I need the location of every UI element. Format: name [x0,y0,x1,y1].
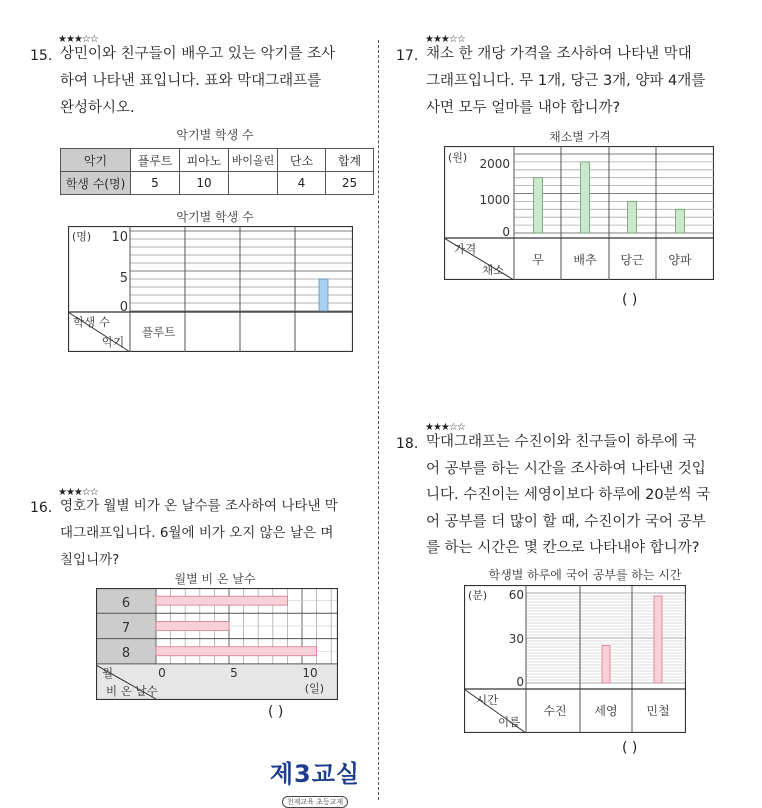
q15-line: 완성하시오. [60,100,135,116]
q17-line: 사면 모두 얼마를 내야 합니까? [426,100,621,116]
q16-number: 16. [30,500,53,516]
q15-number: 15. [30,48,53,64]
q16-line: 칠입니까? [60,552,120,568]
q18-line: 어 공부를 하는 시간을 조사하여 나타낸 것입 [426,460,706,477]
category-label: 민철 [646,704,670,718]
q15-question [60,41,370,122]
q18-question [426,429,751,562]
table-cell-blank[interactable] [229,172,278,195]
table-header: 피아노 [180,149,229,172]
q16-bar-chart [96,588,338,700]
chart-frame [69,227,353,352]
table-cell: 10 [180,172,229,195]
bar-partial [319,279,328,311]
corner-bottom-label: 악기 [102,335,125,349]
bar-배추 [581,162,590,233]
y-tick-label: 2000 [479,157,510,171]
q18-answer-blank[interactable]: ( ) [622,740,638,756]
q17-number: 17. [396,48,419,64]
q15-chart-title: 악기별 학생 수 [176,210,254,224]
category-label: 무 [532,253,544,267]
q15-difficulty-stars: ★★★☆☆ [58,34,98,45]
q16-line: 대그래프입니다. 6월에 비가 오지 않은 날은 며 [60,525,334,541]
bar-양파 [676,209,685,233]
q16-line: 영호가 월별 비가 온 날수를 조사하여 나타낸 막 [60,498,338,514]
q17-chart-title: 채소별 가격 [549,130,611,144]
corner-top-label: 학생 수 [73,315,110,329]
bar-세영 [602,646,610,684]
y-tick-label: 60 [508,588,524,602]
chart-unit-label: (원) [448,151,468,164]
chart-unit-label: (분) [468,589,488,602]
logo-text: 제3교실 [269,760,361,788]
y-tick-label: 5 [119,271,128,286]
y-tick-label: 1000 [479,193,510,207]
corner-bottom-label: 비 온 날수 [106,684,158,698]
q18-line: 어 공부를 더 많이 할 때, 수진이가 국어 공부 [426,513,706,530]
table-header: 악기 [61,149,131,172]
corner-top-label: 시간 [476,693,499,707]
table-cell: 4 [278,172,326,195]
q16-question [60,493,370,574]
q16-difficulty-stars: ★★★☆☆ [58,487,98,498]
bar-8 [156,647,317,656]
q18-line: 를 하는 시간은 몇 칸으로 나타내야 합니까? [426,540,700,556]
table-header: 바이올린 [229,149,278,172]
category-label: 당근 [620,253,644,267]
category-label: 플루트 [142,325,176,339]
bar-민철 [654,596,662,683]
category-label: 세영 [594,704,618,718]
q17-question [426,41,746,122]
q18-chart-title: 학생별 하루에 국어 공부를 하는 시간 [488,568,682,582]
y-tick-label: 0 [516,675,524,689]
q15-table-title: 악기별 학생 수 [176,128,254,142]
corner-bottom-label: 이름 [498,715,521,729]
table-cell: 5 [131,172,180,195]
chart-unit-label: (명) [72,230,92,243]
q18-difficulty-stars: ★★★☆☆ [425,422,465,433]
q18-number: 18. [396,436,419,452]
category-label: 8 [121,646,131,661]
publisher-logo [255,754,375,808]
q17-line: 채소 한 개당 가격을 조사하여 나타낸 막대 [426,46,692,62]
category-label: 6 [121,596,131,611]
x-tick-label: 0 [158,666,166,680]
q17-answer-blank[interactable]: ( ) [622,292,638,308]
bar-무 [534,178,543,233]
x-tick-label: 10 [302,666,318,680]
corner-top-label: 월 [102,666,114,680]
q18-line: 막대그래프는 수진이와 친구들이 하루에 국 [426,434,697,450]
q17-difficulty-stars: ★★★☆☆ [425,34,465,45]
table-row [61,149,374,172]
corner-bottom-label: 채소 [482,263,505,277]
corner-top-label: 가격 [454,242,477,256]
logo-subtext: 천재교육 초등교재 [282,796,348,808]
y-tick-label: 0 [119,300,128,315]
y-tick-label: 0 [502,225,510,239]
category-label: 7 [121,621,131,636]
q18-bar-chart [464,585,686,733]
table-header: 플루트 [131,149,180,172]
y-tick-label: 10 [111,230,128,245]
q17-line: 그래프입니다. 무 1개, 당근 3개, 양파 4개를 [426,73,706,89]
chart-unit-label: (일) [304,682,324,695]
q15-line: 하여 나타낸 표입니다. 표와 막대그래프를 [60,73,322,89]
q18-line: 니다. 수진이는 세영이보다 하루에 20분씩 국 [426,487,711,503]
table-row-label: 학생 수(명) [61,172,131,195]
bar-당근 [628,201,637,233]
category-label: 양파 [668,253,692,267]
category-label: 수진 [543,704,567,718]
q15-line: 상민이와 친구들이 배우고 있는 악기를 조사 [60,46,336,62]
bar-7 [156,621,229,630]
table-header: 합계 [326,149,374,172]
category-label: 배추 [573,253,597,267]
q16-answer-blank[interactable]: ( ) [268,704,284,720]
table-header: 단소 [278,149,326,172]
column-divider [378,40,379,800]
q15-bar-chart [68,226,353,352]
q16-chart-title: 월별 비 온 날수 [174,572,256,586]
q17-bar-chart [444,146,714,280]
x-tick-label: 5 [230,666,238,680]
bar-6 [156,596,287,605]
q15-instrument-table [60,148,374,195]
y-tick-label: 30 [508,632,524,646]
table-cell: 25 [326,172,374,195]
table-row [61,172,374,195]
